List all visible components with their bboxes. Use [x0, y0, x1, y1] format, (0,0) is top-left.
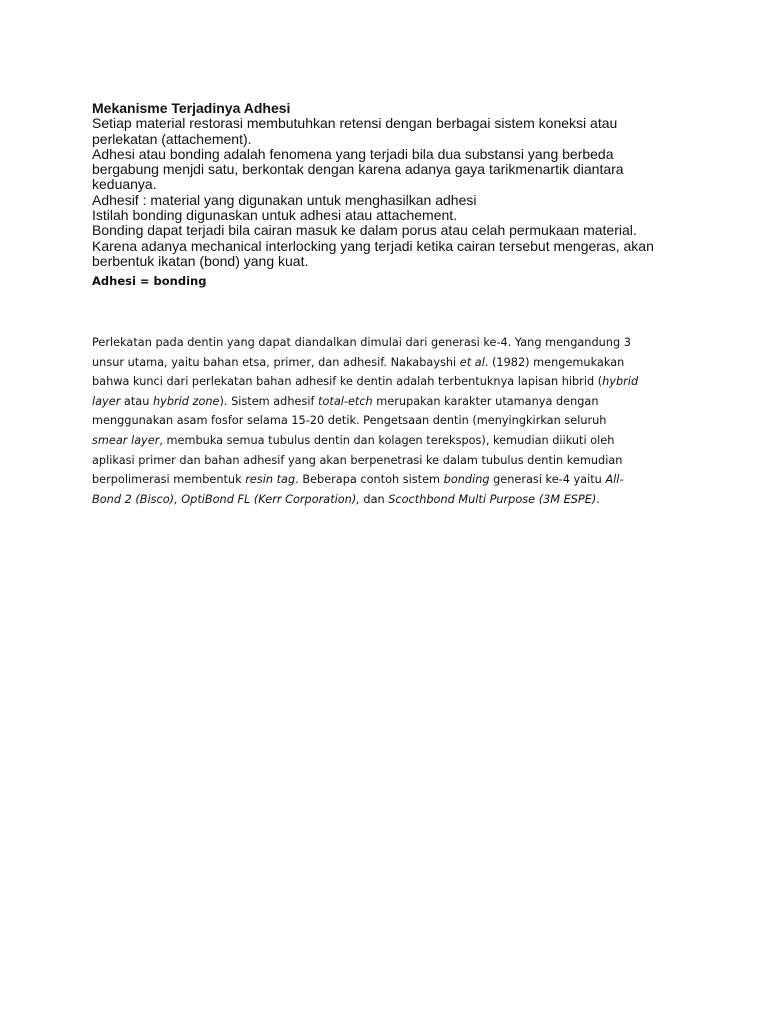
text-line: keduanya.	[92, 176, 157, 193]
text-run: .	[596, 492, 600, 506]
adhesion-mechanism-section	[92, 101, 692, 269]
paragraph-line	[92, 353, 692, 373]
text-run: berpolimerasi membentuk	[92, 473, 246, 487]
text-run: bahwa kunci dari perlekatan bahan adhesif ke dentin adalah terbentuknya lapisan hibrid (	[92, 375, 603, 389]
section-heading: Mekanisme Terjadinya Adhesi	[92, 100, 291, 116]
text-line: Istilah bonding digunaskan untuk adhesi atau attachement.	[92, 207, 458, 224]
italic-run: total-etch	[318, 394, 373, 408]
text-run: ). Sistem adhesif	[219, 394, 319, 408]
italic-run: Scocthbond Multi Purpose (3M ESPE)	[388, 492, 597, 506]
italic-run: layer	[92, 394, 121, 408]
text-run: unsur utama, yaitu bahan etsa, primer, dan adhesif. Nakabayshi	[92, 355, 460, 369]
italic-run: resin tag	[245, 473, 296, 487]
paragraph-line	[92, 451, 692, 471]
text-line: perlekatan (attachement).	[92, 130, 252, 147]
text-line: Adhesi atau bonding adalah fenomena yang terjadi bila dua substansi yang berbeda	[92, 145, 614, 162]
paragraph-line	[92, 333, 692, 353]
paragraph-line	[92, 372, 692, 392]
text-line: berbentuk ikatan (bond) yang kuat.	[92, 252, 309, 269]
text-line: bergabung menjdi satu, berkontak dengan karena adanya gaya tarikmenartik diantara	[92, 161, 624, 178]
text-run: atau	[120, 394, 153, 408]
text-line: Adhesif : material yang digunakan untuk menghasilkan adhesi	[92, 191, 477, 208]
text-run: aplikasi primer dan bahan adhesif yang akan berpenetrasi ke dalam tubulus dentin kemudian	[92, 453, 623, 467]
italic-run: hybrid zone	[152, 394, 220, 408]
text-run: menggunakan asam fosfor selama 15-20 detik. Pengetsaan dentin (menyingkirkan seluruh	[92, 414, 607, 428]
text-run: dan	[359, 492, 389, 506]
paragraph-line	[92, 470, 692, 490]
text-run: . (1982) mengemukakan	[484, 355, 625, 369]
text-run: , membuka semua tubulus dentin dan kolagen terekspos), kemudian diikuti oleh	[159, 433, 615, 447]
text-run: merupakan karakter utamanya dengan	[372, 394, 599, 408]
italic-run: et al	[459, 355, 485, 369]
paragraph-line	[92, 431, 692, 451]
adhesi-bonding-label: Adhesi = bonding	[92, 274, 207, 288]
text-line: Bonding dapat terjadi bila cairan masuk ke dalam porus atau celah permukaan material.	[92, 222, 637, 239]
paragraph-line	[92, 490, 692, 510]
paragraph-line	[92, 411, 692, 431]
text-line: Setiap material restorasi membutuhkan retensi dengan berbagai sistem koneksi atau	[92, 115, 618, 132]
text-run: . Beberapa contoh sistem	[295, 473, 444, 487]
italic-run: hybrid	[602, 375, 639, 389]
dentin-bonding-paragraph	[92, 333, 692, 509]
italic-run: bonding	[443, 473, 490, 487]
italic-run: Bond 2 (Bisco), OptiBond FL (Kerr Corporation),	[92, 492, 360, 506]
text-run: Perlekatan pada dentin yang dapat diandalkan dimulai dari generasi ke-4. Yang mengandung 3	[92, 336, 631, 349]
paragraph-line	[92, 392, 692, 412]
text-run: generasi ke-4 yaitu	[489, 473, 606, 487]
italic-run: smear layer	[92, 433, 160, 447]
italic-run: All-	[605, 473, 624, 487]
text-line: Karena adanya mechanical interlocking yang terjadi ketika cairan tersebut mengeras, akan	[92, 237, 654, 254]
